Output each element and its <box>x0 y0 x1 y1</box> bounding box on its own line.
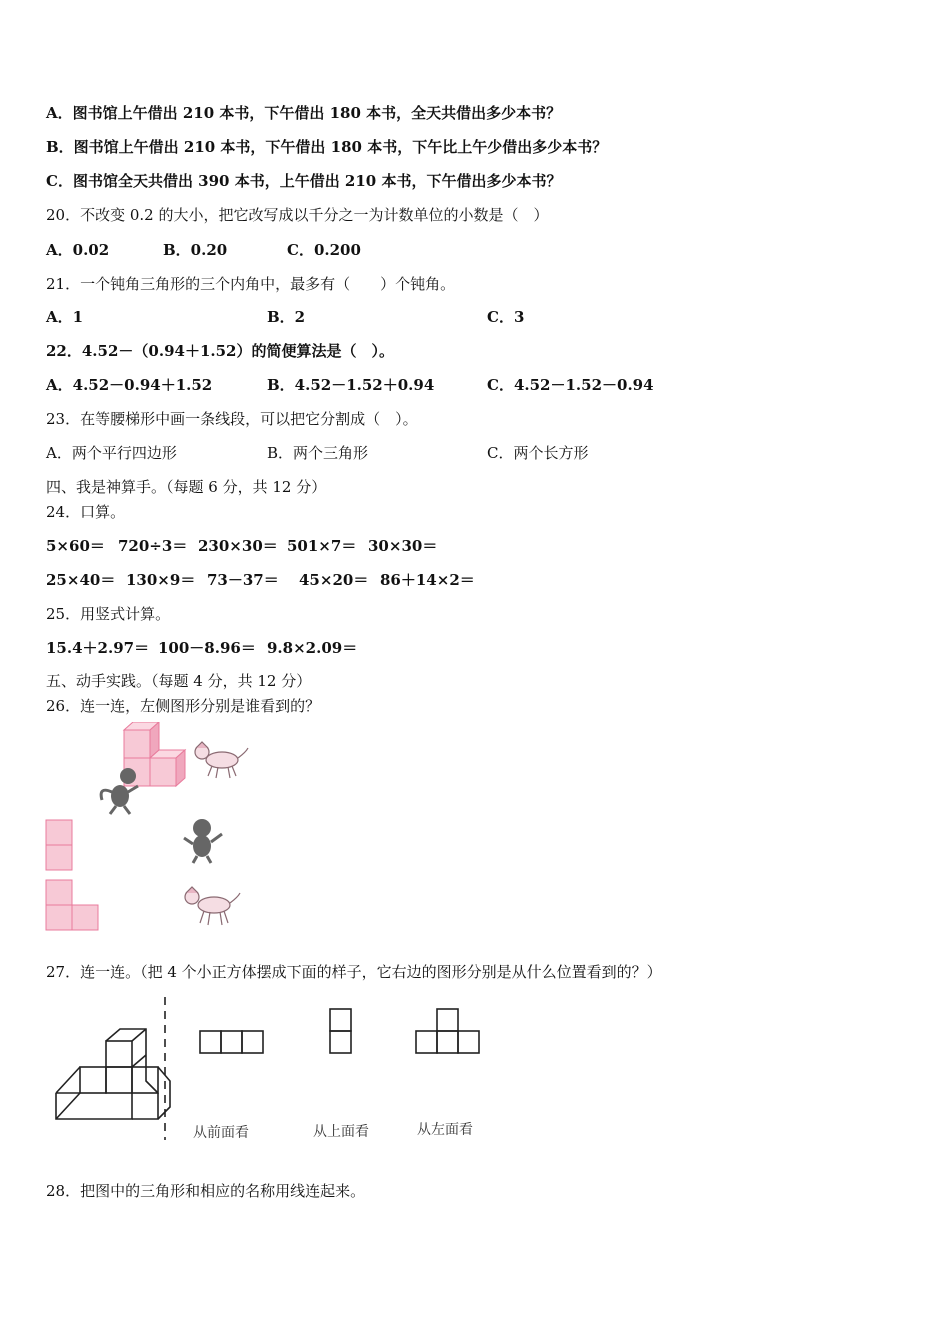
q24-item: 720÷3＝ <box>118 537 188 555</box>
q28-stem: 28．把图中的三角形和相应的名称用线连起来。 <box>46 1182 366 1200</box>
q26-view-vertical-two <box>45 819 75 873</box>
q25-stem: 25．用竖式计算。 <box>46 605 171 623</box>
q24-item: 73－37＝ <box>207 571 279 589</box>
q24-item: 86＋14×2＝ <box>380 571 475 589</box>
q22-option-b: B．4.52－1.52＋0.94 <box>267 376 435 394</box>
q22-option-a: A．4.52－0.94＋1.52 <box>46 376 213 394</box>
q20-option-b: B．0.20 <box>163 241 228 259</box>
monkey-icon <box>101 768 138 814</box>
q23-option-a: A．两个平行四边形 <box>46 444 177 462</box>
q22-stem: 22．4.52－（0.94＋1.52）的简便算法是（ ）。 <box>46 342 394 360</box>
q24-item: 230×30＝ <box>198 537 278 555</box>
q25-item: 100－8.96＝ <box>158 639 256 657</box>
q24-stem: 24．口算。 <box>46 503 126 521</box>
q22-option-c: C．4.52－1.52－0.94 <box>487 376 654 394</box>
q24-item: 25×40＝ <box>46 571 116 589</box>
dog-icon <box>180 883 242 931</box>
q21-option-c: C．3 <box>487 308 525 326</box>
q24-item: 45×20＝ <box>299 571 369 589</box>
q21-stem: 21．一个钝角三角形的三个内角中，最多有（ ）个钝角。 <box>46 275 456 293</box>
section-4-heading: 四、我是神算手。（每题 6 分，共 12 分） <box>46 478 327 496</box>
q20-stem: 20．不改变 0.2 的大小，把它改写成以千分之一为计数单位的小数是（ ） <box>46 206 549 224</box>
dog-icon <box>195 742 248 778</box>
section-5-heading: 五、动手实践。（每题 4 分，共 12 分） <box>46 672 312 690</box>
q27-label-top: 从上面看 <box>313 1124 369 1140</box>
q27-label-front: 从前面看 <box>193 1125 249 1141</box>
q23-stem: 23．在等腰梯形中画一条线段，可以把它分割成（ ）。 <box>46 410 418 428</box>
q25-item: 15.4＋2.97＝ <box>46 639 150 657</box>
q26-cube-stack-figure <box>90 722 260 817</box>
monkey-icon <box>180 816 228 864</box>
q21-option-a: A．1 <box>46 308 84 326</box>
q19-option-b: B．图书馆上午借出 210 本书，下午借出 180 本书，下午比上午少借出多少本书？ <box>46 138 608 156</box>
q24-item: 30×30＝ <box>368 537 438 555</box>
q19-option-c: C．图书馆全天共借出 390 本书，上午借出 210 本书，下午借出多少本书？ <box>46 172 562 190</box>
q26-view-l-shape <box>45 879 101 933</box>
q23-option-c: C．两个长方形 <box>487 444 589 462</box>
q23-option-b: B．两个三角形 <box>267 444 369 462</box>
q26-stem: 26．连一连，左侧图形分别是谁看到的？ <box>46 697 321 715</box>
q27-label-left: 从左面看 <box>417 1122 473 1138</box>
q20-option-c: C．0.200 <box>287 241 361 259</box>
q19-option-a: A．图书馆上午借出 210 本书，下午借出 180 本书，全天共借出多少本书？ <box>46 104 562 122</box>
q24-item: 130×9＝ <box>126 571 196 589</box>
q27-stem: 27．连一连。（把 4 个小正方体摆成下面的样子，它右边的图形分别是从什么位置看到的？） <box>46 963 662 981</box>
q21-option-b: B．2 <box>267 308 306 326</box>
q24-item: 501×7＝ <box>287 537 357 555</box>
q25-item: 9.8×2.09＝ <box>267 639 358 657</box>
q20-option-a: A．0.02 <box>46 241 110 259</box>
q24-item: 5×60＝ <box>46 537 105 555</box>
